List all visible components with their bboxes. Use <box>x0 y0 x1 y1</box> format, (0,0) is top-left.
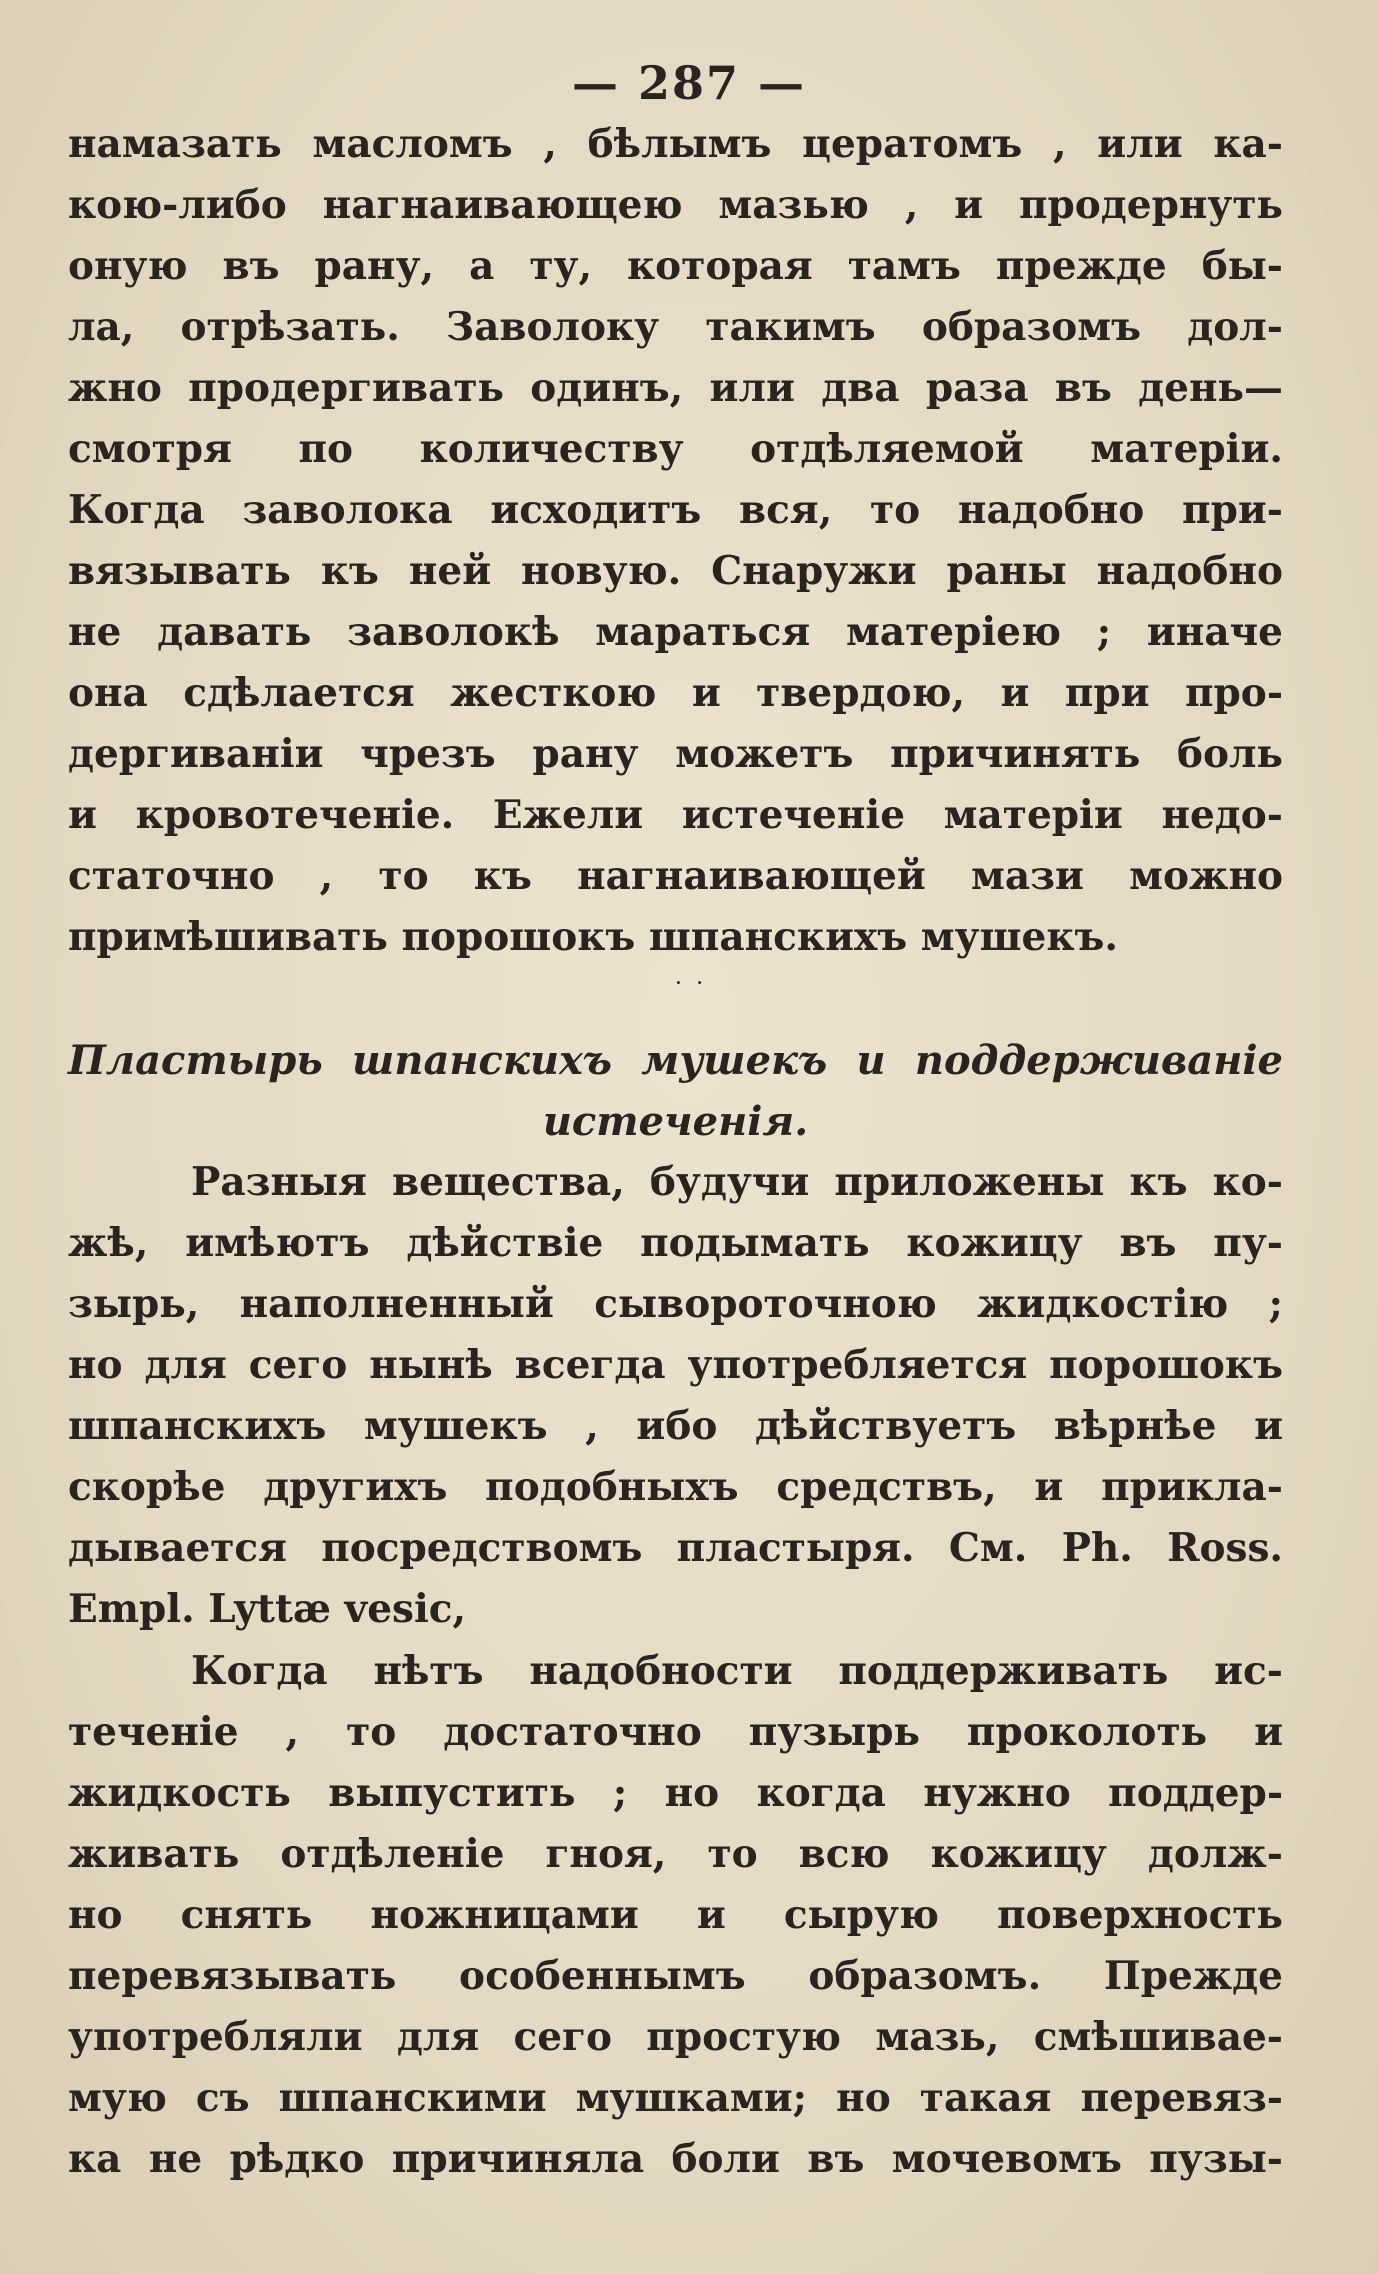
text-line: кою-либо нагнаивающею мазью , и продернуть <box>68 182 1283 228</box>
heading-line: Пластырь шпанскихъ мушекъ и поддерживаніе <box>68 1037 1283 1084</box>
text-line: мую съ шпанскими мушками; но такая перевяз- <box>68 2075 1283 2121</box>
text-line: но для сего нынѣ всегда употребляется порошокъ <box>68 1342 1283 1388</box>
text-line: дергиваніи чрезъ рану можетъ причинять боль <box>68 731 1283 777</box>
text-line: Когда заволока исходитъ вся, то надобно при- <box>68 487 1283 533</box>
text-line: ка не рѣдко причиняла боли въ мочевомъ пузы- <box>68 2136 1283 2182</box>
text-line: жно продергивать одинъ, или два раза въ день— <box>68 365 1283 411</box>
text-line: жѣ, имѣютъ дѣйствіе подымать кожицу въ пу- <box>68 1220 1283 1266</box>
page-number: — 287 — <box>571 56 807 110</box>
text-line: шпанскихъ мушекъ , ибо дѣйствуетъ вѣрнѣе и <box>68 1403 1283 1449</box>
text-line: перевязывать особеннымъ образомъ. Прежде <box>68 1953 1283 1999</box>
separator-mark: ˙ ˙ <box>671 978 707 1008</box>
text-line: статочно , то къ нагнаивающей мази можно <box>68 853 1283 899</box>
text-line: теченіе , то достаточно пузырь проколоть и <box>68 1709 1283 1755</box>
top-paragraph <box>68 114 1283 968</box>
section-heading <box>68 1030 1283 1152</box>
heading-line: истеченія. <box>542 1098 809 1145</box>
text-line: употребляли для сего простую мазь, смѣшивае- <box>68 2014 1283 2060</box>
text-line: живать отдѣленіе гноя, то всю кожицу долж- <box>68 1831 1283 1877</box>
text-line: дывается посредствомъ пластыря. См. Ph. Ross. <box>68 1525 1283 1571</box>
text-line: вязывать къ ней новую. Снаружи раны надобно <box>68 548 1283 594</box>
text-line: Empl. Lyttæ vesic, <box>68 1586 467 1632</box>
text-line: Когда нѣтъ надобности поддерживать ис- <box>191 1648 1283 1694</box>
text-line: Разныя вещества, будучи приложены къ ко- <box>191 1159 1283 1205</box>
text-line: не давать заволокѣ мараться матеріею ; иначе <box>68 609 1283 655</box>
text-line: намазать масломъ , бѣлымъ цератомъ , или ка- <box>68 121 1283 167</box>
text-line: но снять ножницами и сырую поверхность <box>68 1892 1283 1938</box>
text-line: она сдѣлается жесткою и твердою, и при про- <box>68 670 1283 716</box>
text-line: оную въ рану, а ту, которая тамъ прежде бы- <box>68 243 1283 289</box>
paragraph-2 <box>68 1152 1283 1640</box>
paragraph-3 <box>68 1641 1283 2190</box>
text-line: и кровотеченіе. Ежели истеченіе матеріи недо- <box>68 792 1283 838</box>
text-line: ла, отрѣзать. Заволоку такимъ образомъ дол- <box>68 304 1283 350</box>
text-line: примѣшивать порошокъ шпанскихъ мушекъ. <box>68 914 1118 960</box>
text-line: скорѣе другихъ подобныхъ средствъ, и прикла- <box>68 1464 1283 1510</box>
text-line: зырь, наполненный сывороточною жидкостію ; <box>68 1281 1283 1327</box>
text-line: жидкость выпустить ; но когда нужно поддер- <box>68 1770 1283 1816</box>
text-line: смотря по количеству отдѣляемой матеріи. <box>68 426 1283 472</box>
